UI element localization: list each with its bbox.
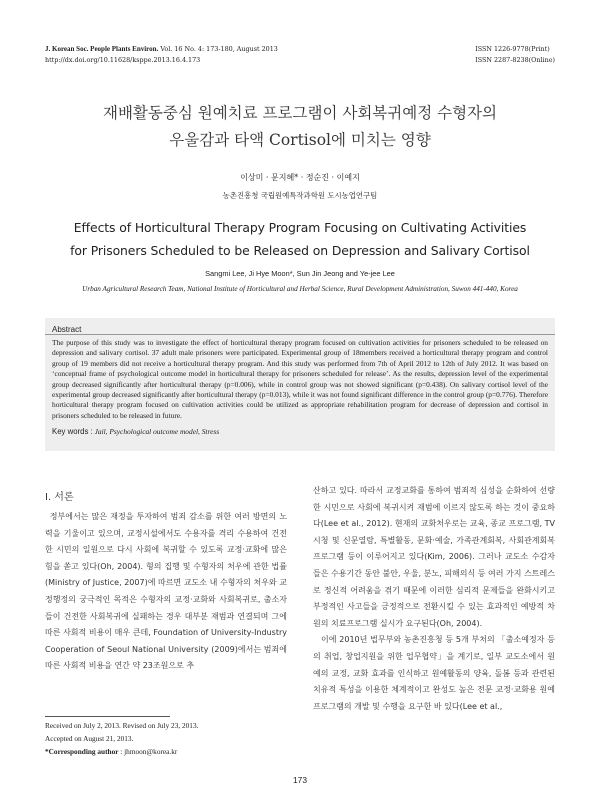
english-title	[40, 216, 560, 262]
korean-title	[45, 100, 555, 154]
korean-title-line1: 재배활동중심 원예치료 프로그램이 사회복귀예정 수형자의	[102, 104, 498, 122]
korean-affiliation: 농촌진흥청 국립원예특작과학원 도시농업연구팀	[222, 191, 378, 200]
left-column	[45, 483, 287, 675]
right-column-paragraph-2: 이에 2010년 법무부와 농촌진흥청 등 5개 부처의 「출소예정자 등의 취업, 창업지원을 위한 업무협약」을 계기로, 일부 교도소에서 원예의 교정, 교화 효과를 인식하고 원예활동의 양육, 돌봄 등과 관련된 치유적 특성을 이용한 체계적이고 완성도 높은 전문 교정·교화용 원예프로그램의 개발 및 수행을 요구한 바 있다(Lee et al.,	[313, 635, 555, 711]
issn-print: ISSN 1226-9778(Print)	[475, 45, 550, 53]
accepted-note: Accepted on August 21, 2013.	[45, 734, 134, 743]
corresponding-note	[45, 745, 295, 758]
right-column	[313, 483, 555, 715]
abstract-box	[45, 318, 555, 451]
abstract-label: Abstract	[52, 325, 82, 334]
received-note: Received on July 2, 2013. Revised on July 23, 2013.	[45, 721, 199, 730]
footnote-divider	[45, 716, 170, 717]
footnotes	[45, 719, 295, 758]
abstract-text: The purpose of this study was to investigate the effect of horticultural therapy program focused on cultivation activities for prisoners scheduled to be released on depression and salivary cortisol. 37 adult male prisoners were participated. Experimental group of 18members received a horticultural therapy program and control group of 19 members did not receive a horticultural therapy program. And this study was performed from 7th of April 2012 to 12th of July 2012. It was based on ‘conceptual frame of psychological outcome model in horticultural therapy for prisoners scheduled for release’. As the results, depression level of the experimental group decreased significantly after horticultural therapy (p=0.006), while in control group was not showed significant (p=0.438). On salivary cortisol level of the experimental group decreased significantly after horticultural therapy (p=0.013), while it was not found significant difference in the control group (p=0.776). Therefore horticultural therapy program focused on cultivation activities could be utilized as appropriate rehabilitation program for decrease of depression and cortisol in prisoners scheduled to be released in future.	[52, 338, 548, 420]
corresponding-email[interactable]: : jhmoon@korea.kr	[120, 747, 178, 756]
issn-online: ISSN 2287-8238(Online)	[475, 56, 555, 64]
english-title-line1: Effects of Horticultural Therapy Program Focusing on Cultivating Activities	[73, 220, 527, 235]
header-right	[475, 44, 555, 66]
corresponding-label: *Corresponding author	[45, 747, 119, 756]
section-title: Ⅰ. 서론	[45, 492, 74, 503]
left-column-text: 정부에서는 많은 재정을 투자하여 범죄 감소를 위한 여러 방면의 노력을 기울이고 있으며, 교정시설에서도 수용자를 격리 수용하여 건전한 시민의 일원으로 다시 사회에 복귀할 수 있도록 교정·교화에 많은 힘을 쏟고 있다(Oh, 2004). 형의 집행 및 수형자의 처우에 관한 법률(Ministry of Justice, 2007)에 따르면 교도소 내 수형자의 처우와 교정행정의 궁극적인 목적은 수형자의 교정·교화와 사회복귀로, 출소자들이 건전한 사회복귀에 실패하는 경우 대부분 재범과 연결되며 그에 따른 사회적 비용이 매우 큰데, Foundation of University-Industry Cooperation of Seoul National University (2009)에서는 범죄에 따른 사회적 비용을 연간 약 23조원으로 추	[45, 512, 287, 671]
page-number: 173	[293, 775, 307, 785]
english-title-line2: for Prisoners Scheduled to be Released on Depression and Salivary Cortisol	[70, 243, 530, 258]
keywords	[52, 427, 548, 436]
journal-header	[45, 44, 555, 66]
header-left	[45, 44, 278, 66]
korean-authors: 이상미 · 문지혜* · 정순진 · 이예지	[240, 173, 360, 182]
journal-name: J. Korean Soc. People Plants Environ.	[45, 45, 159, 53]
volume-info: Vol. 16 No. 4: 173-180, August 2013	[160, 45, 278, 53]
keywords-value: Jail, Psychological outcome model, Stress	[94, 427, 220, 437]
right-column-paragraph-1: 산하고 있다. 따라서 교정교화를 통하여 범죄적 심성을 순화하여 선량한 시민으로 사회에 복귀시켜 재범에 이르지 않도록 하는 것이 중요하다(Lee et al., 2012). 현재의 교화처우로는 교육, 종교 프로그램, TV 시청 및 신문열람, 특별활동, 문화·예술, 가족관계회복, 사회관계회복 프로그램 등이 이루어지고 있다(Kim, 2006). 그러나 교도소 수감자들은 수용기간 동안 불안, 우울, 분노, 피해의식 등 여러 가지 스트레스로 정신적 어려움을 겪기 때문에 이러한 심리적 문제들을 완화시키고 부정적인 사고들을 긍정적으로 전환시킬 수 있는 효과적인 예방적 차원의 치료프로그램 실시가 요구된다(Oh, 2004).	[313, 486, 555, 628]
doi-link[interactable]: http://dx.doi.org/10.11628/ksppe.2013.16.4.173	[45, 56, 201, 64]
abstract-divider	[45, 334, 555, 335]
english-authors: Sangmi Lee, Ji Hye Moon*, Sun Jin Jeong and Ye-jee Lee	[205, 269, 395, 278]
korean-title-line2: 우울감과 타액 Cortisol에 미치는 영향	[169, 131, 431, 149]
keywords-label: Key words :	[52, 427, 93, 437]
english-affiliation: Urban Agricultural Research Team, National Institute of Horticultural and Herbal Science, Rural Development Administration, Suwon 441-440, Korea	[82, 285, 518, 293]
